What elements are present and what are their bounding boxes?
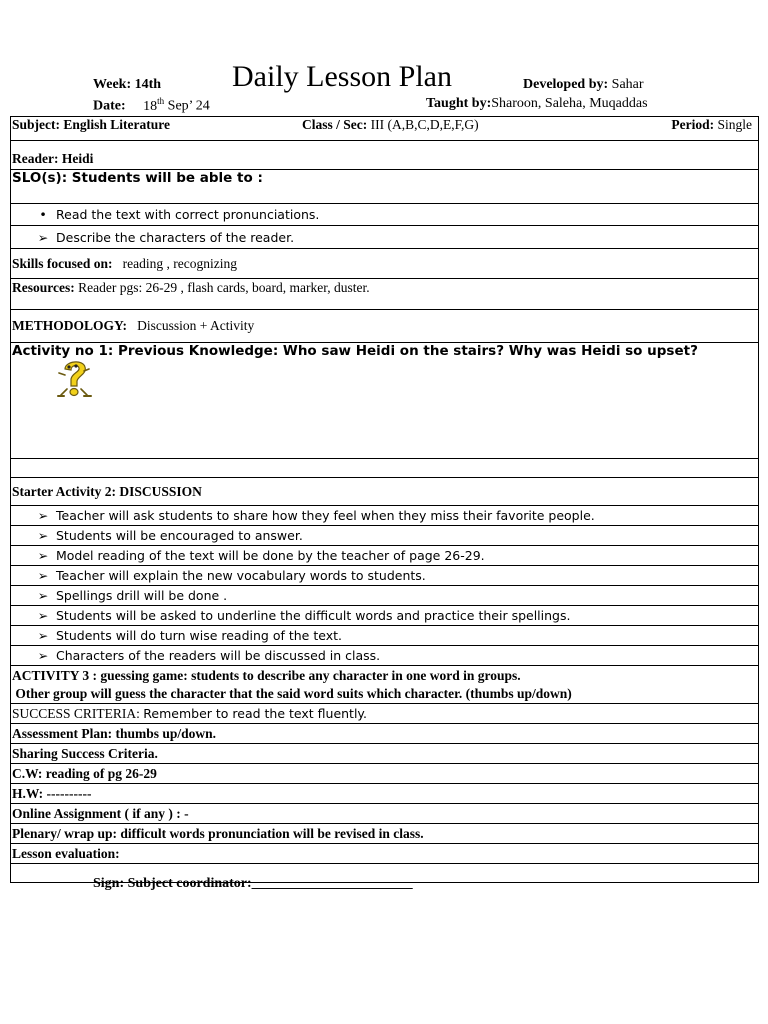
slo-item-text: Read the text with correct pronunciations. xyxy=(56,207,320,222)
developed-by xyxy=(523,77,644,93)
date-suffix: th xyxy=(157,96,165,106)
starter-item-text: Students will be asked to underline the difficult words and practice their spellings. xyxy=(56,608,571,623)
period-label: Period: xyxy=(671,117,715,132)
starter-item-text: Teacher will explain the new vocabulary words to students. xyxy=(56,568,426,583)
date-line xyxy=(93,96,210,115)
skills-cell xyxy=(11,249,759,279)
starter-item-text: Spellings drill will be done . xyxy=(56,588,228,603)
evaluation-cell xyxy=(11,844,759,864)
arrow-bullet-icon: ➢ xyxy=(37,229,49,245)
online-assignment-text: Online Assignment ( if any ) : - xyxy=(12,805,189,821)
arrow-bullet-icon: ➢ xyxy=(37,628,49,643)
class-label: Class / Sec: xyxy=(302,117,368,132)
evaluation-text: Lesson evaluation: xyxy=(12,845,120,861)
starter-item xyxy=(11,566,759,586)
period-value: Single xyxy=(717,117,752,132)
success-value: Remember to read the text fluently. xyxy=(143,705,368,721)
slo-heading-cell xyxy=(11,170,759,204)
activity1-cell xyxy=(11,343,759,459)
starter-item xyxy=(11,626,759,646)
week-label: Week: 14th xyxy=(93,77,162,92)
date-day: 18 xyxy=(143,98,158,114)
methodology-label: METHODOLOGY: xyxy=(12,318,128,333)
success-cell xyxy=(11,704,759,724)
arrow-bullet-icon: ➢ xyxy=(37,508,49,523)
period xyxy=(671,117,752,133)
classwork-cell xyxy=(11,764,759,784)
resources-label: Resources: xyxy=(12,280,75,295)
starter-item-text: Students will be encouraged to answer. xyxy=(56,528,303,543)
classwork-text: C.W: reading of pg 26-29 xyxy=(12,765,157,781)
slo-item xyxy=(11,226,759,249)
activity1-text: Activity no 1: Previous Knowledge: Who saw Heidi on the stairs? Why was Heidi so upset? xyxy=(12,343,698,359)
starter-item-text: Students will do turn wise reading of the text. xyxy=(56,628,342,643)
starter-item-text: Model reading of the text will be done by the teacher of page 26-29. xyxy=(56,548,485,563)
slo-item xyxy=(11,204,759,226)
methodology-cell xyxy=(11,310,759,343)
starter-heading: Starter Activity 2: DISCUSSION xyxy=(12,483,202,499)
plenary-cell xyxy=(11,824,759,844)
arrow-bullet-icon: ➢ xyxy=(37,648,49,663)
arrow-bullet-icon: ➢ xyxy=(37,588,49,603)
bullet-dot-icon: • xyxy=(39,207,47,222)
arrow-bullet-icon: ➢ xyxy=(37,548,49,563)
arrow-bullet-icon: ➢ xyxy=(37,568,49,583)
arrow-bullet-icon: ➢ xyxy=(37,528,49,543)
assessment-cell xyxy=(11,724,759,744)
starter-item xyxy=(11,546,759,566)
activity3-cell xyxy=(11,666,759,704)
taught-by-value: Sharoon, Saleha, Muqaddas xyxy=(491,96,648,111)
skills-value: reading , recognizing xyxy=(122,255,237,271)
assessment-text: Assessment Plan: thumbs up/down. xyxy=(12,725,217,741)
sharing-text: Sharing Success Criteria. xyxy=(12,745,158,761)
skills-label: Skills focused on: xyxy=(12,255,113,271)
starter-item xyxy=(11,586,759,606)
subject-label: Subject: English Literature xyxy=(12,117,170,132)
starter-item xyxy=(11,646,759,666)
arrow-bullet-icon: ➢ xyxy=(37,608,49,623)
coordinator-sign: Sign: Subject coordinator:_______________________ xyxy=(93,876,413,891)
starter-cell xyxy=(11,478,759,506)
homework-cell xyxy=(11,784,759,804)
developed-by-label: Developed by: xyxy=(523,77,609,92)
date-rest: Sep’ 24 xyxy=(167,98,210,114)
subject-row xyxy=(11,117,759,141)
page-title: Daily Lesson Plan xyxy=(232,60,452,93)
activity3-line2: Other group will guess the character that the said word suits which character. (thumbs up/down) xyxy=(12,685,572,701)
taught-by xyxy=(426,96,648,112)
starter-item-text: Teacher will ask students to share how they feel when they miss their favorite people. xyxy=(56,508,595,523)
sharing-cell xyxy=(11,744,759,764)
success-label: SUCCESS CRITERIA: xyxy=(12,705,140,721)
starter-item xyxy=(11,526,759,546)
date-label: Date: xyxy=(93,98,126,114)
reader-label: Reader: Heidi xyxy=(12,151,94,166)
reader-cell xyxy=(11,141,759,170)
online-assignment-cell xyxy=(11,804,759,824)
resources-value: Reader pgs: 26-29 , flash cards, board, marker, duster. xyxy=(78,280,370,295)
methodology-value: Discussion + Activity xyxy=(137,318,255,333)
class-value: III (A,B,C,D,E,F,G) xyxy=(370,117,479,132)
starter-item-text: Characters of the readers will be discussed in class. xyxy=(56,648,381,663)
class-section xyxy=(302,117,671,133)
slo-item-text: Describe the characters of the reader. xyxy=(56,229,295,245)
activity3-line1: ACTIVITY 3 : guessing game: students to describe any character in one word in groups. xyxy=(12,667,521,683)
question-mark-character-icon xyxy=(53,359,99,399)
developed-by-value: Sahar xyxy=(611,77,644,92)
plenary-text: Plenary/ wrap up: difficult words pronunciation will be revised in class. xyxy=(12,825,424,841)
starter-item xyxy=(11,506,759,526)
taught-by-label: Taught by: xyxy=(426,96,492,111)
starter-item xyxy=(11,606,759,626)
lesson-plan-table xyxy=(10,116,759,883)
homework-text: H.W: ---------- xyxy=(12,785,92,801)
resources-cell xyxy=(11,279,759,310)
slo-heading: SLO(s): Students will be able to : xyxy=(12,170,263,186)
spacer-row xyxy=(11,459,759,478)
